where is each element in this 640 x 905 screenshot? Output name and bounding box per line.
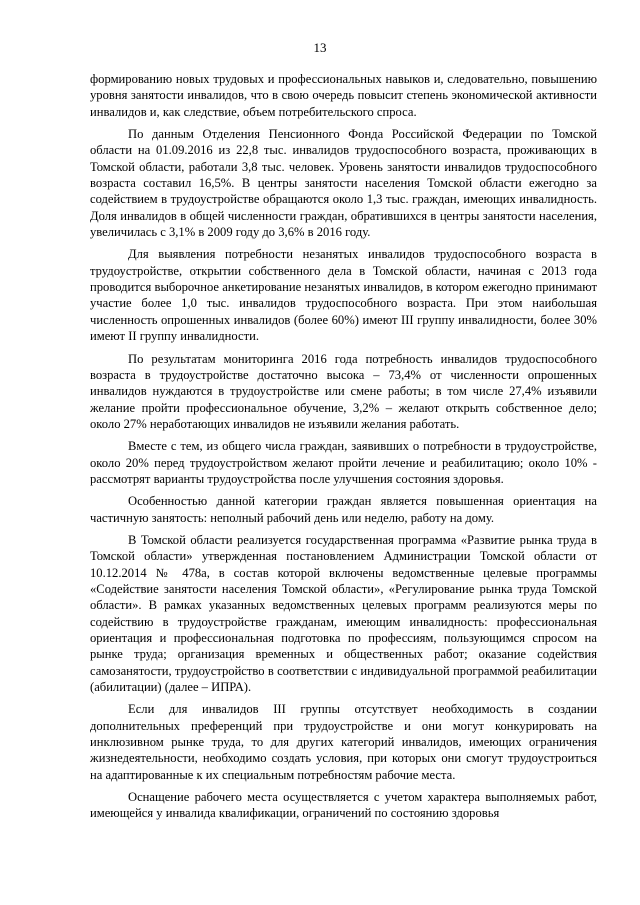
paragraph-continuation: формированию новых трудовых и профессиональных навыков и, следовательно, повышению уровня занятости инвалидов, что в свою очередь повысит степень экономической активности инвалидов и, как следствие, объем потребительского спроса. — [90, 72, 597, 119]
paragraph-group-three: Если для инвалидов III группы отсутствует необходимость в создании дополнительных преференций при трудоустройстве и они могут конкурировать на инклюзивном рынке труда, то для других категорий инвалидов, имеющих ограничения жизнедеятельности, необходимо создать условия, при которых они смогут трудоустроиться на адаптированные к их специальным потребностям рабочие места. — [90, 702, 597, 782]
paragraph-workplace-equipment: Оснащение рабочего места осуществляется с учетом характера выполняемых работ, имеющейся у инвалида квалификации, ограничений по состоянию здоровья — [90, 790, 597, 821]
paragraph-pension-fund-data: По данным Отделения Пенсионного Фонда Российской Федерации по Томской области на 01.09.2016 из 22,8 тыс. инвалидов трудоспособного возраста, проживающих в Томской области, работали 3,8 тыс. человек. Уровень занятости инвалидов трудоспособного возраста составил 16,5%. В центры занятости населения Томской области ежегодно за содействием в трудоустройстве обращаются около 1,3 тыс. граждан, имеющих инвалидность. Доля инвалидов в общей численности граждан, обратившихся в центры занятости населения, увеличилась с 3,1% в 2009 году до 3,6% в 2016 году. — [90, 127, 597, 240]
page-number: 13 — [313, 40, 327, 55]
paragraph-part-time: Особенностью данной категории граждан является повышенная ориентация на частичную занятость: неполный рабочий день или неделю, работу на дому. — [90, 494, 597, 525]
paragraph-state-program: В Томской области реализуется государственная программа «Развитие рынка труда в Томской области» утвержденная постановлением Администрации Томской области от 10.12.2014 № 478а, в состав которой включены ведомственные целевые программы «Содействие занятости населения Томской области», «Регулирование рынка труда Томской области». В рамках указанных ведомственных целевых программ реализуются меры по содействию в трудоустройстве гражданам, имеющим инвалидность: профессиональная ориентация и профессиональная подготовка по профессиям, пользующимся спросом на рынке труда; организация временных и общественных работ; оказание содействия самозанятости, трудоустройство в соответствии с индивидуальной программой реабилитации (абилитации) (далее – ИПРА). — [90, 532, 597, 695]
paragraph-rehabilitation: Вместе с тем, из общего числа граждан, заявивших о потребности в трудоустройстве, около 20% перед трудоустройством желают пройти лечение и реабилитацию; около 10% - рассмотрят варианты трудоустройства после улучшения состояния здоровья. — [90, 439, 597, 486]
paragraph-monitoring-results: По результатам мониторинга 2016 года потребность инвалидов трудоспособного возраста в трудоустройстве достаточно высока – 73,4% от численности опрошенных инвалидов нуждаются в трудоустройстве или смене работы; в том числе 27,4% изъявили желание пройти профессиональное обучение, 3,2% – желают открыть собственное дело; около 27% неработающих инвалидов не изъявили желания работать. — [90, 351, 597, 431]
paragraph-survey: Для выявления потребности незанятых инвалидов трудоспособного возраста в трудоустройстве, открытии собственного дела в Томской области, начиная с 2013 года проводится выборочное анкетирование незанятых инвалидов, в котором ежегодно принимают участие более 1,0 тыс. инвалидов трудоспособного возраста. При этом наибольшая численность опрошенных инвалидов (более 60%) имеют III группу инвалидности, более 30% имеют II группу инвалидности. — [90, 247, 597, 344]
document-body — [90, 71, 597, 828]
